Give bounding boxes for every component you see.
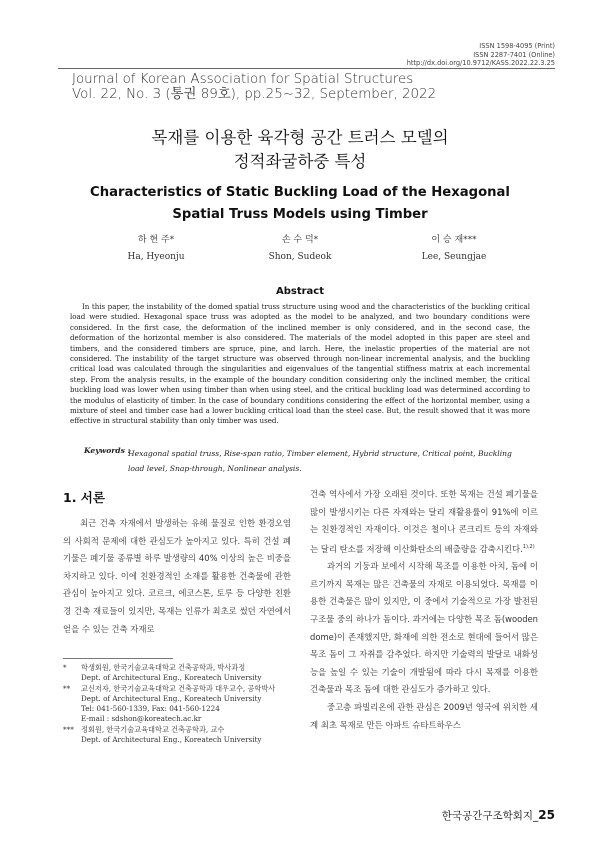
keywords-text: Hexagonal spatial truss, Rise-span ratio, Timber element, Hybrid structure, Critical point, Buckling load level, Snap-through, Nonlinear analysis. [128, 449, 512, 473]
footer-journal-name: 한국공간구조학회지 [441, 810, 534, 822]
page-footer [442, 808, 555, 823]
header-rule [58, 68, 555, 69]
body-paragraph: 중고층 파빌리온에 관한 관심은 2009년 영국에 위치한 세계 최초 목재로 만든 아파트 슈타트하우스 [310, 701, 538, 730]
footer-separator: _ [533, 810, 539, 822]
korean-title-line1: 목재를 이용한 육각형 공간 트러스 모델의 [151, 128, 449, 147]
issn-print: ISSN 1598-4095 (Print) [479, 42, 555, 50]
footnote-line: 정회원, 한국기술교육대학교 건축공학과, 교수 [81, 724, 225, 734]
footnote-mark: ** [63, 683, 71, 693]
journal-volume: Vol. 22, No. 3 (통권 89호), pp.25~32, September, 2022 [72, 87, 437, 102]
author-3 [369, 232, 539, 266]
footnote-line: 학생회원, 한국기술교육대학교 건축공학과, 박사과정 [81, 663, 246, 672]
keywords-label: Keywords : [84, 446, 131, 455]
author-2-en: Shon, Sudeok [268, 252, 332, 262]
body-column-right [310, 486, 538, 734]
issn-online: ISSN 2287-7401 (Online) [473, 50, 555, 59]
footnote-line: 교신저자, 한국기술교육대학교 건축공학과 대우교수, 공학박사 [81, 683, 276, 693]
footnote-email[interactable]: E-mail : sdshon@koreatech.ac.kr [81, 714, 202, 724]
journal-info [72, 72, 542, 102]
author-1-ko: 하 현 주* [137, 235, 175, 245]
body-column-left [63, 515, 291, 638]
author-2-ko: 손 수 덕* [281, 235, 319, 245]
body-paragraph: 과거의 기둥과 보에서 시작해 목조를 이용한 아치, 돔에 이르기까지 목재는 많은 건축물의 자재로 이용되었다. 목재를 이용한 건축물은 많이 있지만, 이 중에서 기술적으로 가장 발전된 구조물 중의 하나가 돔이다. 과거에는 다양한 목조 돔(wooden dome)이 존재했지만, 화재에 의한 전소로 현대에 들어서 많은 목조 돔이 그 자취를 감추었다. 하지만 기술력의 발달로 내화성능을 높일 수 있는 기술이 개발됨에 따라 다시 목재를 이용한 건축물과 목조 돔에 대한 관심도가 증가하고 있다. [310, 561, 538, 695]
journal-name: Journal of Korean Association for Spatial Structures [72, 72, 414, 87]
author-3-ko: 이 승 재*** [431, 235, 477, 245]
footnote-3 [63, 725, 303, 746]
author-2 [215, 232, 385, 266]
section-heading: 1. 서론 [63, 490, 105, 505]
korean-title-line2: 정적좌굴하중 특성 [233, 152, 367, 171]
footnotes [63, 663, 303, 745]
doi-link[interactable]: http://dx.doi.org/10.9712/KASS.2022.22.3.25 [406, 59, 555, 68]
abstract-heading: Abstract [275, 286, 325, 297]
footnote-mark: *** [63, 724, 74, 734]
footnote-line: Dept. of Architectural Eng., Koreatech University [81, 673, 262, 683]
issn-block [407, 42, 555, 68]
abstract-text: In this paper, the instability of the domed spatial truss structure using wood and the characteristics of the buckling critical load were studied. Hexagonal space truss was adopted as the model to be analyzed, and two boundary conditions were considered. In the first case, the deformation of the inclined member is only considered, and in the second case, the deformation of the horizontal member is also considered. The materials of the model adopted in this paper are steel and timbers, and the considered timbers are spruce, pine, and larch. Here, the inelastic properties of the material are not considered. The instability of the target structure was observed through non-linear incremental analysis, and the buckling critical load was calculated through the singularities and eigenvalues of the tangential stiffness matrix at each incremental step. From the analysis results, in the example of the boundary condition considering only the inclined member, the critical buckling load was lower when using timber than when using steel, and the critical buckling load was determined according to the modulus of elasticity of timber. In the case of boundary conditions considering the effect of the horizontal member, using a mixture of steel and timber case had a lower buckling critical load than the steel case. But, the result showed that it was more effective in structural stability than only timber was used. [70, 302, 530, 426]
korean-title [60, 126, 540, 174]
english-title-line2: Spatial Truss Models using Timber [172, 207, 428, 222]
body-paragraph-text: 건축 역사에서 가장 오래된 것이다. 또한 목재는 건설 폐기물을 많이 발생시키는 다른 자재와는 달리 재활용률이 91%에 이르는 친환경적인 자재이다. 이것은 철이나 콘크리트 등의 자재와는 달리 탄소를 저장해 이산화탄소의 배출량을 감축시킨다. [310, 489, 538, 554]
english-title [60, 182, 540, 226]
body-paragraph: 최근 건축 자재에서 발생하는 유해 물질로 인한 환경오염의 사회적 문제에 대한 관심도가 높아지고 있다. 특히 건설 폐기물은 폐기물 종류별 하루 발생량의 40% 이상의 높은 비중을 차지하고 있다. 이에 친환경적인 소재를 활용한 건축물에 관한 관심이 높아지고 있다. 코르크, 에코스톤, 토루 등 다양한 친환경 건축 재료들이 있지만, 목재는 인류가 최초로 썼던 자연에서 얻을 수 있는 건축 자재로 [63, 518, 291, 634]
english-title-line1: Characteristics of Static Buckling Load of the Hexagonal [90, 185, 510, 200]
footnote-rule [63, 658, 173, 659]
footnote-2 [63, 684, 303, 725]
author-3-en: Lee, Seungjae [421, 252, 487, 262]
footnote-mark: * [63, 663, 67, 672]
author-1-en: Ha, Hyeonju [127, 252, 185, 262]
footnote-1 [63, 663, 303, 684]
footnote-line: Tel: 041-560-1339, Fax: 041-560-1224 [81, 704, 220, 714]
footnote-line: Dept. of Architectural Eng., Koreatech University [81, 735, 262, 745]
page-number: 25 [538, 808, 555, 822]
body-paragraph [310, 486, 538, 558]
footnote-line: Dept. of Architectural Eng., Koreatech University [81, 693, 262, 703]
reference-marker[interactable]: 1),2) [522, 543, 535, 550]
